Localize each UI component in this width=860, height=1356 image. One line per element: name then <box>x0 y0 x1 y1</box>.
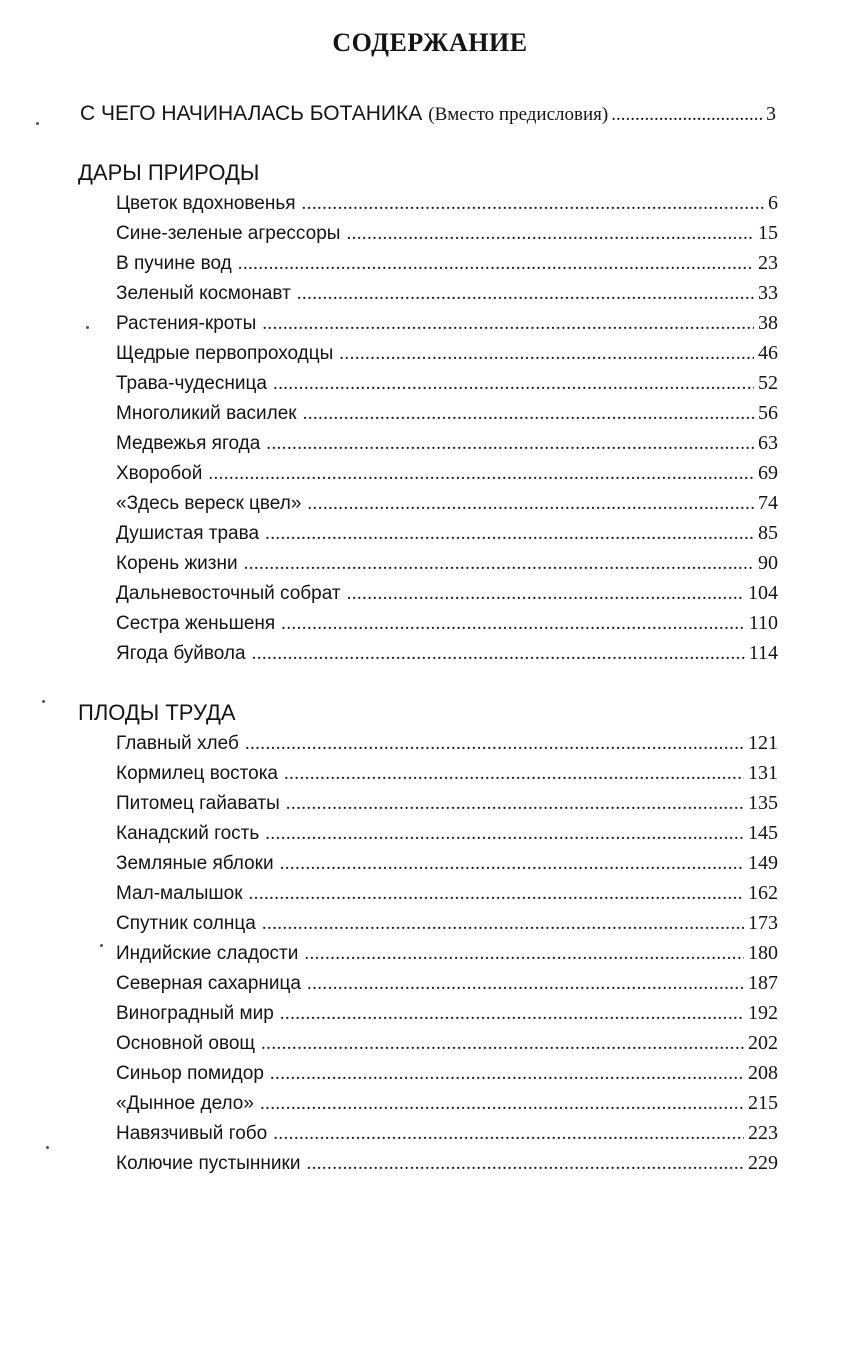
toc-entry[interactable] <box>116 1028 778 1058</box>
toc-entry[interactable] <box>116 398 778 428</box>
toc-entry-label: Дальневосточный собрат <box>116 583 341 604</box>
toc-entry-label: «Здесь вереск цвел» <box>116 493 302 514</box>
toc-entry-label: Хворобой <box>116 463 203 484</box>
toc-entry-label: Трава-чудесница <box>116 373 267 394</box>
toc-entry[interactable] <box>116 1148 778 1178</box>
dot-leader <box>297 279 754 309</box>
toc-entry[interactable] <box>116 758 778 788</box>
toc-page-number: 90 <box>758 552 778 574</box>
toc-entry-list <box>78 188 778 668</box>
dot-leader <box>262 909 744 939</box>
toc-entry-label: Многоликий василек <box>116 403 297 424</box>
toc-page-number: 63 <box>758 432 778 454</box>
toc-page-number: 131 <box>748 762 778 784</box>
toc-page-number: 104 <box>748 582 778 604</box>
dot-leader <box>307 489 754 519</box>
toc-page-number: 52 <box>758 372 778 394</box>
toc-entry-label: «Дынное дело» <box>116 1093 254 1114</box>
dot-leader <box>245 729 744 759</box>
toc-entry-label: Мал-малышок <box>116 883 243 904</box>
toc-entry-label: Ягода буйвола <box>116 643 246 664</box>
toc-entry-label: Зеленый космонавт <box>116 283 291 304</box>
toc-entry[interactable] <box>116 848 778 878</box>
toc-page-number: 187 <box>748 972 778 994</box>
dot-leader <box>273 1119 744 1149</box>
toc-section-plody-truda <box>78 698 778 1178</box>
toc-entry-label: Корень жизни <box>116 553 238 574</box>
toc-entry-label: Синьор помидор <box>116 1063 264 1084</box>
toc-entry-label: Основной овощ <box>116 1033 256 1054</box>
section-title: ДАРЫ ПРИРОДЫ <box>78 160 260 185</box>
dot-leader <box>244 549 754 579</box>
toc-page-number: 33 <box>758 282 778 304</box>
toc-page-number: 114 <box>748 642 778 664</box>
toc-entry[interactable] <box>116 308 778 338</box>
toc-entry-label: Спутник солнца <box>116 913 256 934</box>
dot-leader <box>280 999 744 1029</box>
toc-entry[interactable] <box>116 1118 778 1148</box>
toc-entry[interactable] <box>116 368 778 398</box>
toc-entry[interactable] <box>116 428 778 458</box>
dot-leader <box>273 369 754 399</box>
dot-leader <box>281 609 745 639</box>
dot-leader <box>261 1029 744 1059</box>
toc-entry-label: Индийские сладости <box>116 943 299 964</box>
toc-entry[interactable] <box>116 818 778 848</box>
dot-leader <box>304 939 744 969</box>
toc-entry-label: Колючие пустынники <box>116 1153 301 1174</box>
toc-page-number: 215 <box>748 1092 778 1114</box>
toc-entry-label: С ЧЕГО НАЧИНАЛАСЬ БОТАНИКА <box>80 102 423 125</box>
toc-page-number: 3 <box>766 103 776 125</box>
toc-entry-label: Земляные яблоки <box>116 853 274 874</box>
toc-entry-subtitle: (Вместо предисловия) <box>428 104 609 125</box>
toc-entry-label: Виноградный мир <box>116 1003 274 1024</box>
toc-entry-label: В пучине вод <box>116 253 232 274</box>
toc-entry[interactable] <box>116 878 778 908</box>
toc-entry-label: Медвежья ягода <box>116 433 261 454</box>
dot-leader <box>346 219 754 249</box>
toc-page-number: 6 <box>768 192 778 214</box>
toc-page-number: 46 <box>758 342 778 364</box>
toc-entry[interactable] <box>116 218 778 248</box>
dot-leader <box>265 519 754 549</box>
dot-leader <box>266 429 754 459</box>
scan-speck <box>100 944 103 947</box>
dot-leader <box>286 789 744 819</box>
toc-entry[interactable] <box>116 998 778 1028</box>
toc-entry-label: Канадский гость <box>116 823 260 844</box>
toc-entry[interactable] <box>116 248 778 278</box>
toc-page-number: 38 <box>758 312 778 334</box>
toc-entry[interactable] <box>116 728 778 758</box>
toc-page-number: 145 <box>748 822 778 844</box>
dot-leader <box>307 969 744 999</box>
toc-page-number: 110 <box>748 612 778 634</box>
dot-leader <box>252 639 745 669</box>
section-title: ПЛОДЫ ТРУДА <box>78 700 236 725</box>
dot-leader <box>302 189 764 219</box>
scan-speck <box>36 122 39 125</box>
toc-entry[interactable] <box>116 938 778 968</box>
scan-speck <box>46 1146 49 1149</box>
toc-page-number: 56 <box>758 402 778 424</box>
toc-page-number: 162 <box>748 882 778 904</box>
toc-page-number: 74 <box>758 492 778 514</box>
toc-entry[interactable] <box>116 968 778 998</box>
dot-leader <box>284 759 744 789</box>
toc-entry-label: Растения-кроты <box>116 313 257 334</box>
toc-entry-list <box>78 728 778 1178</box>
toc-entry[interactable] <box>116 638 778 668</box>
toc-page-number: 208 <box>748 1062 778 1084</box>
toc-page-number: 229 <box>748 1152 778 1174</box>
dot-leader <box>280 849 744 879</box>
toc-entry[interactable] <box>116 788 778 818</box>
toc-page-number: 180 <box>748 942 778 964</box>
page-title: СОДЕРЖАНИЕ <box>332 28 528 57</box>
dot-leader <box>249 879 744 909</box>
dot-leader <box>265 819 744 849</box>
dot-leader <box>303 399 754 429</box>
toc-page-number: 223 <box>748 1122 778 1144</box>
scan-speck <box>42 700 45 703</box>
dot-leader <box>262 309 754 339</box>
toc-page-number: 69 <box>758 462 778 484</box>
toc-page-number: 23 <box>758 252 778 274</box>
toc-entry-label: Навязчивый гобо <box>116 1123 268 1144</box>
dot-leader <box>347 579 744 609</box>
dot-leader <box>270 1059 744 1089</box>
dot-leader <box>306 1149 744 1179</box>
dot-leader <box>238 249 754 279</box>
toc-entry[interactable] <box>116 458 778 488</box>
scan-speck <box>86 326 89 329</box>
toc-entry[interactable] <box>116 908 778 938</box>
toc-entry[interactable] <box>116 518 778 548</box>
toc-entry-label: Сестра женьшеня <box>116 613 276 634</box>
dot-leader <box>611 104 763 126</box>
dot-leader <box>260 1089 744 1119</box>
dot-leader <box>339 339 754 369</box>
toc-entry[interactable] <box>116 188 778 218</box>
toc-page-number: 85 <box>758 522 778 544</box>
toc-entry[interactable] <box>116 578 778 608</box>
dot-leader <box>208 459 754 489</box>
toc-entry[interactable] <box>116 488 778 518</box>
toc-entry[interactable] <box>116 1058 778 1088</box>
toc-page-number: 149 <box>748 852 778 874</box>
toc-entry-label: Питомец гайаваты <box>116 793 280 814</box>
toc-page-number: 15 <box>758 222 778 244</box>
toc-entry[interactable] <box>116 278 778 308</box>
toc-section-dary-prirody <box>78 158 778 668</box>
toc-entry-intro[interactable] <box>80 102 776 126</box>
toc-entry-label: Цветок вдохновенья <box>116 193 296 214</box>
toc-entry-label: Сине-зеленые агрессоры <box>116 223 341 244</box>
toc-entry-label: Северная сахарница <box>116 973 301 994</box>
toc-entry-label: Щедрые первопроходцы <box>116 343 334 364</box>
toc-page-number: 173 <box>748 912 778 934</box>
toc-page-number: 202 <box>748 1032 778 1054</box>
toc-entry[interactable] <box>116 338 778 368</box>
toc-entry-label: Кормилец востока <box>116 763 278 784</box>
toc-page-number: 192 <box>748 1002 778 1024</box>
toc-entry[interactable] <box>116 1088 778 1118</box>
toc-entry-label: Душистая трава <box>116 523 260 544</box>
toc-page-number: 135 <box>748 792 778 814</box>
toc-entry[interactable] <box>116 608 778 638</box>
toc-page-number: 121 <box>748 732 778 754</box>
toc-entry[interactable] <box>116 548 778 578</box>
toc-entry-label: Главный хлеб <box>116 733 239 754</box>
